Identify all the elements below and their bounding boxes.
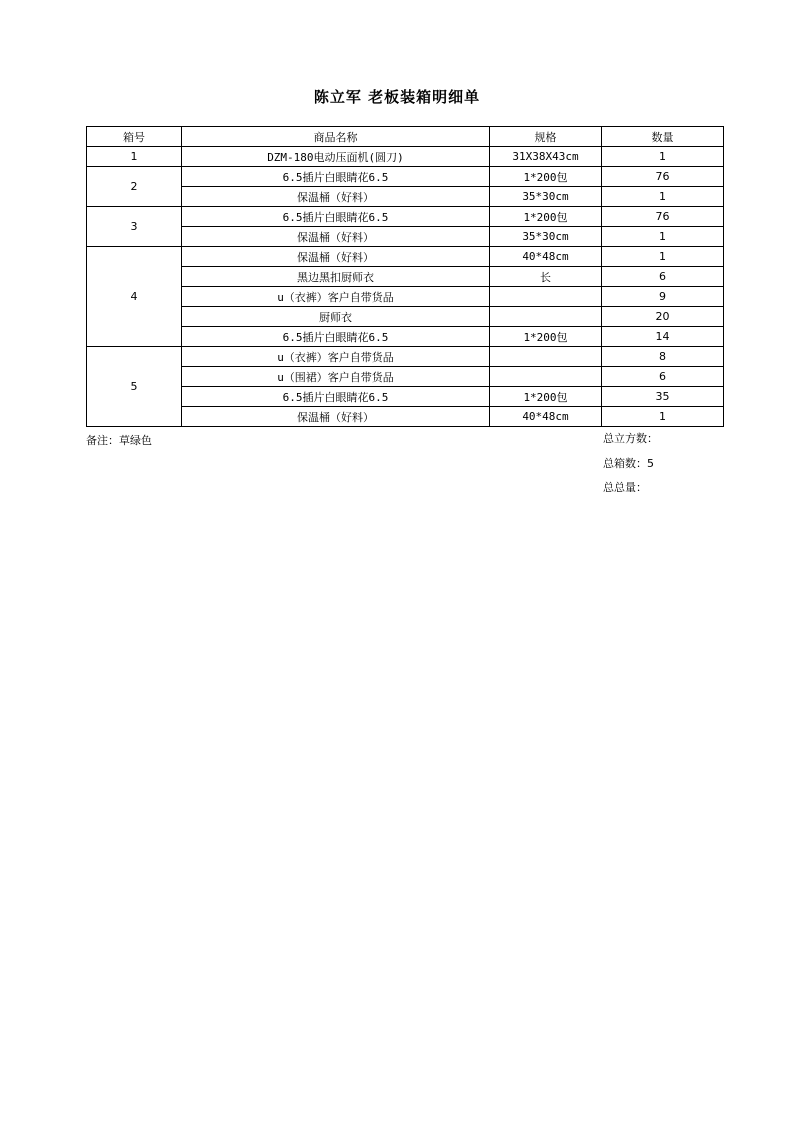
box-number-cell: 3 [87, 207, 182, 247]
product-name-cell: 保温桶（好料） [182, 187, 490, 207]
table-row [87, 167, 724, 187]
product-name-cell: 6.5插片白眼睛花6.5 [182, 167, 490, 187]
table-row [87, 147, 724, 167]
quantity-cell: 76 [602, 167, 724, 187]
box-number-cell: 5 [87, 347, 182, 427]
quantity-cell: 1 [602, 247, 724, 267]
total-boxes-label: 总箱数：5 [603, 457, 654, 470]
quantity-cell: 1 [602, 187, 724, 207]
table-row [87, 267, 724, 287]
table-row [87, 227, 724, 247]
quantity-cell: 6 [602, 267, 724, 287]
product-name-cell: u（衣裤）客户自带货品 [182, 347, 490, 367]
spec-cell: 1*200包 [490, 167, 602, 187]
quantity-cell: 1 [602, 227, 724, 247]
header-row [87, 127, 724, 147]
product-name-cell: 厨师衣 [182, 307, 490, 327]
product-name-cell: 保温桶（好料） [182, 407, 490, 427]
spec-cell [490, 307, 602, 327]
spec-cell: 长 [490, 267, 602, 287]
box-number-cell: 1 [87, 147, 182, 167]
product-name-cell: 6.5插片白眼睛花6.5 [182, 207, 490, 227]
spec-cell: 35*30cm [490, 227, 602, 247]
table-row [87, 247, 724, 267]
product-name-cell: 6.5插片白眼睛花6.5 [182, 327, 490, 347]
quantity-cell: 9 [602, 287, 724, 307]
spec-cell: 40*48cm [490, 407, 602, 427]
spec-cell [490, 347, 602, 367]
product-name-cell: u（围裙）客户自带货品 [182, 367, 490, 387]
quantity-cell: 20 [602, 307, 724, 327]
quantity-cell: 8 [602, 347, 724, 367]
spec-cell: 31X38X43cm [490, 147, 602, 167]
total-weight-label: 总总量： [603, 481, 647, 494]
spec-cell: 1*200包 [490, 327, 602, 347]
quantity-cell: 14 [602, 327, 724, 347]
quantity-cell: 1 [602, 407, 724, 427]
packing-table [86, 126, 724, 427]
spec-cell [490, 287, 602, 307]
spec-cell: 35*30cm [490, 187, 602, 207]
quantity-cell: 76 [602, 207, 724, 227]
table-row [87, 207, 724, 227]
box-number-cell: 2 [87, 167, 182, 207]
table-row [87, 187, 724, 207]
spec-cell: 40*48cm [490, 247, 602, 267]
product-name-cell: 黑边黑扣厨师衣 [182, 267, 490, 287]
header-product-name: 商品名称 [182, 127, 490, 147]
product-name-cell: 保温桶（好料） [182, 227, 490, 247]
table-row [87, 387, 724, 407]
spec-cell [490, 367, 602, 387]
product-name-cell: u（衣裤）客户自带货品 [182, 287, 490, 307]
table-row [87, 367, 724, 387]
total-volume-label: 总立方数： [603, 432, 658, 445]
spec-cell: 1*200包 [490, 207, 602, 227]
quantity-cell: 35 [602, 387, 724, 407]
header-spec: 规格 [490, 127, 602, 147]
spec-cell: 1*200包 [490, 387, 602, 407]
table-row [87, 407, 724, 427]
table-row [87, 307, 724, 327]
table-row [87, 327, 724, 347]
table-row [87, 347, 724, 367]
page-title: 陈立军 老板装箱明细单 [313, 88, 481, 106]
product-name-cell: 6.5插片白眼睛花6.5 [182, 387, 490, 407]
box-number-cell: 4 [87, 247, 182, 347]
product-name-cell: 保温桶（好料） [182, 247, 490, 267]
table-row [87, 287, 724, 307]
header-quantity: 数量 [602, 127, 724, 147]
quantity-cell: 6 [602, 367, 724, 387]
product-name-cell: DZM-180电动压面机(圆刀) [182, 147, 490, 167]
quantity-cell: 1 [602, 147, 724, 167]
remark-note: 备注：草绿色 [86, 434, 152, 447]
header-box-number: 箱号 [87, 127, 182, 147]
